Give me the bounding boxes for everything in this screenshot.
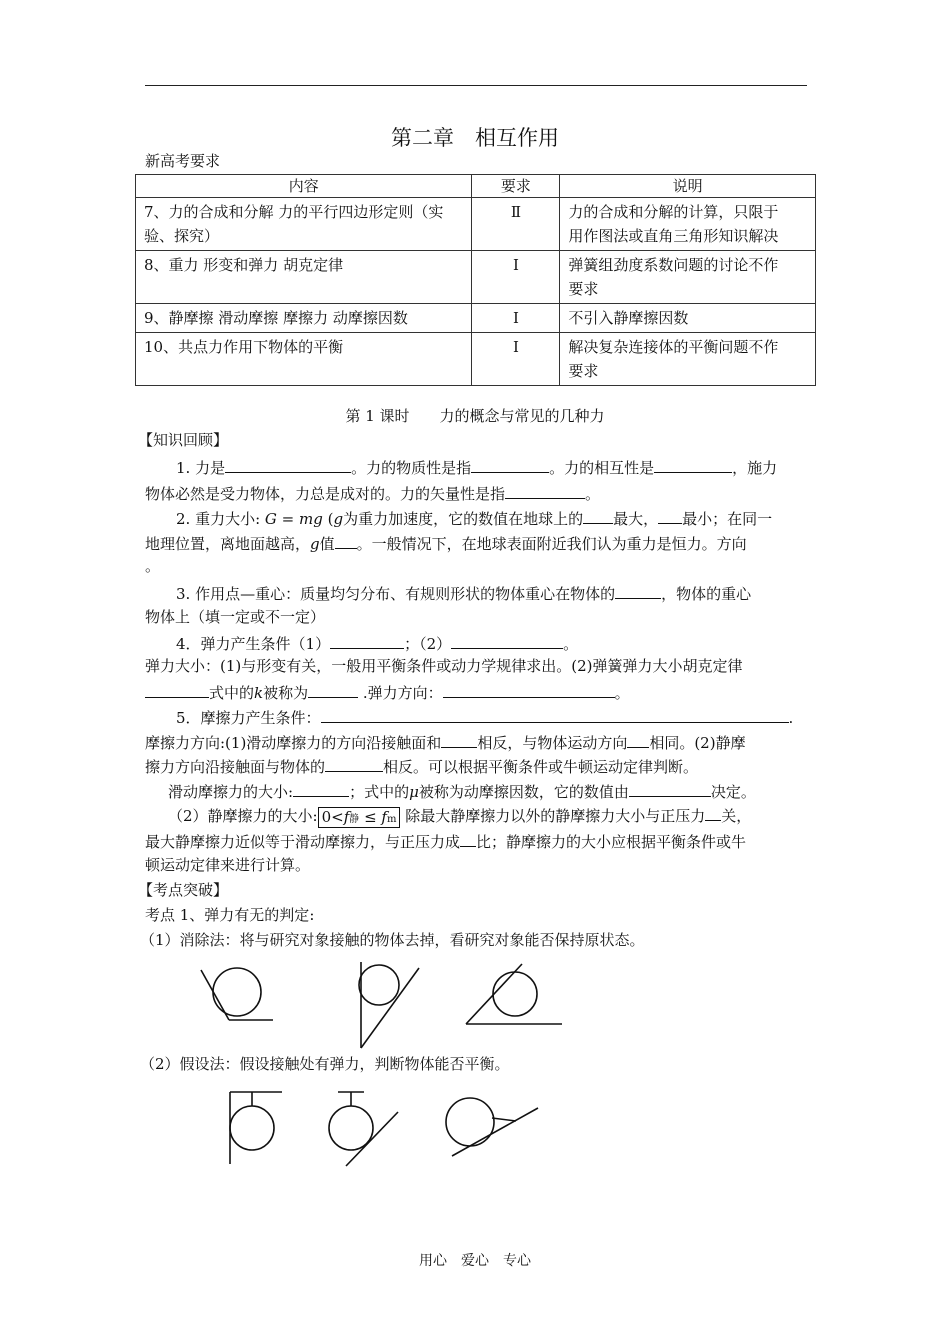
method1-text: （1）消除法：将与研究对象接触的物体去掉，看研究对象能否保持原状态。 xyxy=(140,931,645,949)
header-rule xyxy=(145,85,807,86)
header-content: 内容 xyxy=(136,175,472,198)
static-friction-formula: 0<f静 ≤ fm xyxy=(318,807,401,828)
hanging-ball-on-incline-diagram xyxy=(322,1088,402,1168)
blank-field[interactable] xyxy=(705,804,721,821)
row-note-cont: 要求 xyxy=(568,280,599,298)
table-row xyxy=(136,333,816,386)
row-content: 8、重力 形变和弹力 胡克定律 xyxy=(144,256,344,274)
blank-field[interactable] xyxy=(451,632,563,649)
k5-line2: 摩擦力方向:(1)滑动摩擦力的方向沿接触面和 相反，与物体运动方向 相同。(2)静摩 xyxy=(145,731,746,753)
table-row xyxy=(136,304,816,333)
k5-line6: 最大静摩擦力近似等于滑动摩擦力，与正压力成 比；静摩擦力的大小应根据平衡条件或牛 xyxy=(145,830,746,852)
blank-field[interactable] xyxy=(145,681,209,698)
ball-on-wall-incline-diagram xyxy=(355,960,425,1055)
header-level: 要求 xyxy=(472,175,560,198)
blank-field[interactable] xyxy=(471,456,549,473)
row-content-cont: 验、探究） xyxy=(144,227,220,245)
row-note-cont: 要求 xyxy=(568,362,599,380)
blank-field[interactable] xyxy=(335,532,357,549)
blank-field[interactable] xyxy=(441,731,477,748)
blank-field[interactable] xyxy=(627,731,649,748)
row-content: 9、静摩擦 滑动摩擦 摩擦力 动摩擦因数 xyxy=(144,309,408,327)
blank-field[interactable] xyxy=(325,755,383,772)
blank-field[interactable] xyxy=(654,456,732,473)
section-label: 新高考要求 xyxy=(145,152,221,170)
row-note: 解决复杂连接体的平衡问题不作 xyxy=(568,338,779,356)
blank-field[interactable] xyxy=(460,830,476,847)
row-content: 10、共点力作用下物体的平衡 xyxy=(144,338,344,356)
k2-line1: 2. 重力大小: G = mg (g为重力加速度，它的数值在地球上的 最大， 最小；在同一 xyxy=(176,507,772,529)
table-row xyxy=(136,251,816,304)
row-level: Ⅱ xyxy=(472,198,560,251)
k2-line2: 地理位置，离地面越高，g值 。一般情况下，在地球表面附近我们认为重力是恒力。方向 xyxy=(145,532,747,554)
row-note: 不引入静摩擦因数 xyxy=(568,309,689,327)
method2-text: （2）假设法：假设接触处有弹力，判断物体能否平衡。 xyxy=(140,1055,510,1073)
point1-title: 考点 1、弹力有无的判定: xyxy=(145,906,315,924)
table-header-row xyxy=(136,175,816,198)
k1-line1: 1. 力是 。力的物质性是指 。力的相互性是 ，施力 xyxy=(176,456,777,478)
knowledge-header: 【知识回顾】 xyxy=(138,431,229,449)
row-content: 7、力的合成和分解 力的平行四边形定则（实 xyxy=(144,203,444,221)
row-note: 力的合成和分解的计算，只限于 xyxy=(568,203,779,221)
blank-field[interactable] xyxy=(505,482,585,499)
blank-field[interactable] xyxy=(443,681,615,698)
row-level: Ⅰ xyxy=(472,304,560,333)
blank-field[interactable] xyxy=(330,632,404,649)
table-row xyxy=(136,198,816,251)
row-note-cont: 用作图法或直角三角形知识解决 xyxy=(568,227,779,245)
k4-line2: 弹力大小：(1)与形变有关，一般用平衡条件或动力学规律求出。(2)弹簧弹力大小胡克定律 xyxy=(145,657,743,675)
row-level: Ⅰ xyxy=(472,251,560,304)
ball-on-incline-diagram xyxy=(460,960,570,1030)
row-note: 弹簧组劲度系数问题的讨论不作 xyxy=(568,256,779,274)
blank-field[interactable] xyxy=(321,706,789,723)
header-note: 说明 xyxy=(560,175,816,198)
lesson-title: 第 1 课时 力的概念与常见的几种力 xyxy=(345,407,605,425)
chapter-title: 第二章 相互作用 xyxy=(391,126,559,150)
k4-line1: 4．弹力产生条件（1） ；（2） 。 xyxy=(176,632,578,654)
blank-field[interactable] xyxy=(308,681,358,698)
k4-line3: 式中的k被称为 .弹力方向： 。 xyxy=(145,681,630,703)
k5-line5: （2）静摩擦力的大小: 0<f静 ≤ fm 除最大静摩擦力以外的静摩擦力大小与正压力 关， xyxy=(168,804,751,828)
requirements-table xyxy=(135,174,816,386)
blank-field[interactable] xyxy=(629,780,711,797)
blank-field[interactable] xyxy=(225,456,351,473)
k5-line1: 5．摩擦力产生条件： . xyxy=(176,706,793,728)
k3-line2: 物体上（填一定或不一定） xyxy=(145,608,326,626)
row-level: Ⅰ xyxy=(472,333,560,386)
page-footer: 用心 爱心 专心 xyxy=(419,1253,531,1269)
k5-line3: 擦力方向沿接触面与物体的 相反。可以根据平衡条件或牛顿运动定律判断。 xyxy=(145,755,698,777)
k5-line7: 顿运动定律来进行计算。 xyxy=(145,856,311,874)
ball-on-incline-with-string-diagram xyxy=(440,1088,545,1158)
blank-field[interactable] xyxy=(583,507,613,524)
ball-in-v-groove-diagram xyxy=(195,960,285,1030)
breakthrough-header: 【考点突破】 xyxy=(138,881,229,899)
k1-line2: 物体必然是受力物体，力总是成对的。力的矢量性是指 。 xyxy=(145,482,600,504)
blank-field[interactable] xyxy=(658,507,682,524)
hanging-ball-by-wall-diagram xyxy=(222,1088,292,1168)
k2-line3: 。 xyxy=(145,557,161,575)
k5-line4: 滑动摩擦力的大小: ；式中的μ被称为动摩擦因数，它的数值由 决定。 xyxy=(168,780,756,802)
k3-line1: 3. 作用点—重心：质量均匀分布、有规则形状的物体重心在物体的 ，物体的重心 xyxy=(176,582,751,604)
blank-field[interactable] xyxy=(615,582,661,599)
blank-field[interactable] xyxy=(293,780,349,797)
